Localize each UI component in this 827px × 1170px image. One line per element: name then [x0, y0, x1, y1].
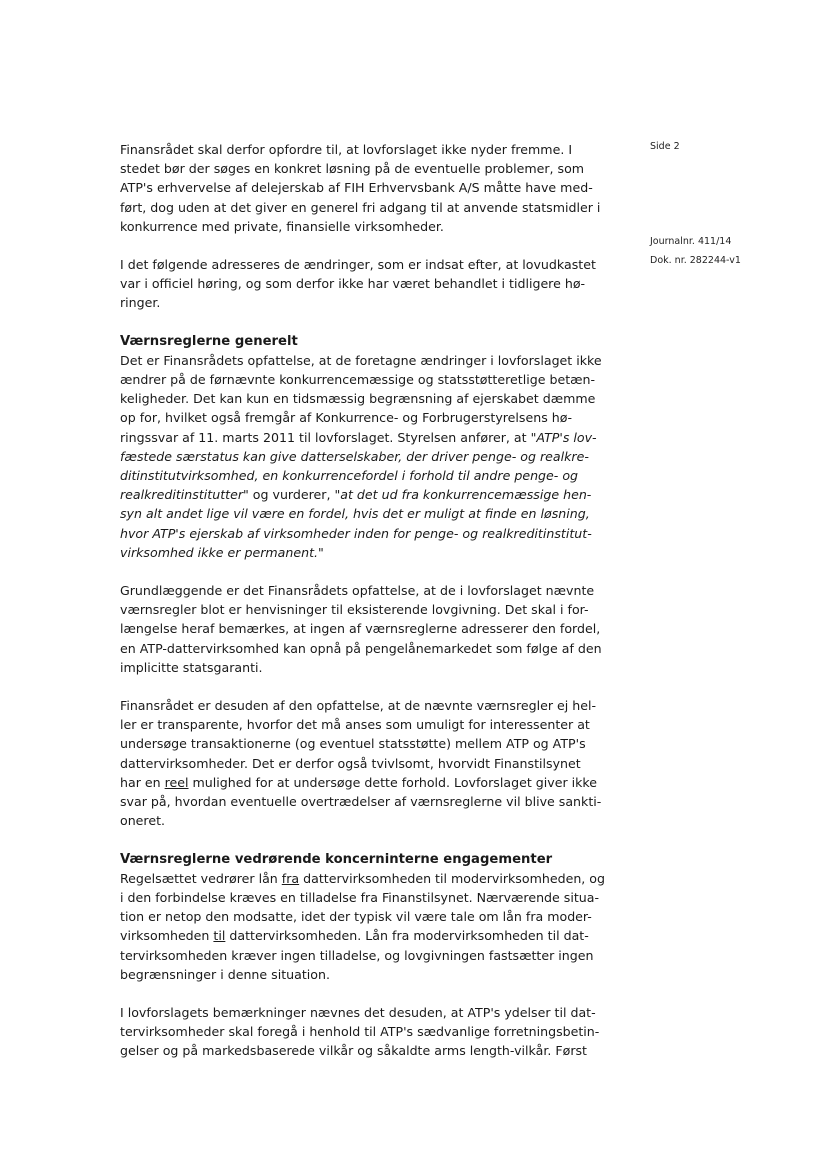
paragraph-transparency: [120, 696, 614, 830]
quote-line: virksomhed ikke er permanent.": [120, 544, 324, 560]
quote-line: syn alt andet lige vil være en fordel, hvis det er muligt at finde en løsning,: [120, 506, 590, 522]
text-line: [120, 773, 614, 792]
text-segment: dattervirksomheden til modervirksomheden, og: [299, 870, 606, 886]
section-heading-intragroup: Værnsreglerne vedrørende koncerninterne engagementer: [120, 851, 553, 867]
paragraph-intro: [120, 140, 614, 236]
quote-line: ditinstitutvirksomhed, en konkurrencefordel i forhold til andre penge- og: [120, 468, 579, 484]
text-line: værnsregler blot er henvisninger til eksisterende lovgivning. Det skal i for-: [120, 602, 589, 618]
quote-line: hvor ATP's ejerskab af virksomheder inden for penge- og realkreditinstitut-: [120, 525, 592, 541]
paragraph-intragroup: [120, 869, 614, 984]
text-line: tervirksomheder skal foregå i henhold til ATP's sædvanlige forretningsbetin-: [120, 1024, 600, 1040]
text-line: gelser og på markedsbaserede vilkår og såkaldte arms length-vilkår. Først: [120, 1043, 587, 1059]
text-line: ændrer på de førnævnte konkurrencemæssige og statsstøtteretlige betæn-: [120, 372, 596, 388]
text-segment: dattervirksomheden. Lån fra modervirksomheden til dat-: [225, 928, 589, 944]
paragraph-remarks: [120, 1003, 614, 1061]
text-segment: mulighed for at undersøge dette forhold. Lovforslaget giver ikke: [188, 774, 598, 790]
text-segment: Regelsættet vedrører lån: [120, 870, 282, 886]
quote-line: fæstede særstatus kan give datterselskaber, der driver penge- og realkre-: [120, 448, 589, 464]
underlined-word: til: [213, 928, 226, 944]
text-line: ATP's erhvervelse af delejerskab af FIH Erhvervsbank A/S måtte have med-: [120, 180, 593, 196]
section-heading-general: Værnsreglerne generelt: [120, 333, 298, 349]
text-line: keligheder. Det kan kun en tidsmæssig begrænsning af ejerskabet dæmme: [120, 391, 596, 407]
text-line: [120, 926, 614, 945]
text-line: længelse heraf bemærkes, at ingen af værnsreglerne adresserer den fordel,: [120, 621, 601, 637]
document-number: Dok. nr. 282244-v1: [650, 255, 741, 266]
underlined-word: reel: [164, 774, 189, 790]
text-line: Finansrådet er desuden af den opfattelse, at de nævnte værnsregler ej hel-: [120, 698, 597, 714]
text-line: I det følgende adresseres de ændringer, som er indsat efter, at lovudkastet: [120, 257, 596, 273]
text-line: begrænsninger i denne situation.: [120, 966, 330, 982]
letter-body: [120, 140, 614, 1061]
text-line: en ATP-dattervirksomhed kan opnå på pengelånemarkedet som følge af den: [120, 640, 602, 656]
text-line: ringer.: [120, 295, 161, 311]
paragraph-changes: [120, 255, 614, 313]
text-line: stedet bør der søges en konkret løsning på de eventuelle problemer, som: [120, 161, 585, 177]
text-line: undersøge transaktionerne (og eventuel statsstøtte) mellem ATP og ATP's: [120, 736, 586, 752]
quote-segment: "at det ud fra konkurrencemæssige hen-: [334, 487, 592, 503]
quote-segment: realkreditinstitutter": [120, 487, 249, 503]
text-line: [120, 428, 614, 447]
text-line: tion er netop den modsatte, idet der typisk vil være tale om lån fra moder-: [120, 909, 592, 925]
paragraph-general: [120, 351, 614, 562]
page-number: Side 2: [650, 141, 680, 152]
paragraph-fundamental: [120, 581, 614, 677]
quote-segment: "ATP's lov-: [530, 429, 597, 445]
text-line: I lovforslagets bemærkninger nævnes det desuden, at ATP's ydelser til dat-: [120, 1004, 596, 1020]
text-line: tervirksomheden kræver ingen tilladelse, og lovgivningen fastsætter ingen: [120, 947, 594, 963]
underlined-word: fra: [281, 870, 300, 886]
text-line: Grundlæggende er det Finansrådets opfattelse, at de i lovforslaget nævnte: [120, 583, 595, 599]
text-line: ler er transparente, hvorfor det må anses som umuligt for interessenter at: [120, 717, 590, 733]
text-line: [120, 485, 614, 504]
text-line: ført, dog uden at det giver en generel fri adgang til at anvende statsmidler i: [120, 199, 601, 215]
text-segment: og vurderer,: [248, 487, 335, 503]
text-line: konkurrence med private, finansielle virksomheder.: [120, 218, 444, 234]
text-line: op for, hvilket også fremgår af Konkurrence- og Forbrugerstyrelsens hø-: [120, 410, 573, 426]
text-line: Det er Finansrådets opfattelse, at de foretagne ændringer i lovforslaget ikke: [120, 352, 602, 368]
journal-number: Journalnr. 411/14: [650, 236, 732, 247]
text-line: implicitte statsgaranti.: [120, 659, 263, 675]
text-line: dattervirksomheder. Det er derfor også tvivlsomt, hvorvidt Finanstilsynet: [120, 755, 581, 771]
text-segment: har en: [120, 774, 165, 790]
text-line: var i officiel høring, og som derfor ikke har været behandlet i tidligere hø-: [120, 276, 586, 292]
text-line: oneret.: [120, 813, 166, 829]
text-segment: virksomheden: [120, 928, 214, 944]
text-line: [120, 869, 614, 888]
text-line: Finansrådet skal derfor opfordre til, at lovforslaget ikke nyder fremme. I: [120, 142, 573, 157]
text-line: svar på, hvordan eventuelle overtrædelser af værnsreglerne vil blive sankti-: [120, 794, 602, 810]
text-segment: ringssvar af 11. marts 2011 til lovforslaget. Styrelsen anfører, at: [120, 429, 531, 445]
text-line: i den forbindelse kræves en tilladelse fra Finanstilsynet. Nærværende situa-: [120, 889, 600, 905]
